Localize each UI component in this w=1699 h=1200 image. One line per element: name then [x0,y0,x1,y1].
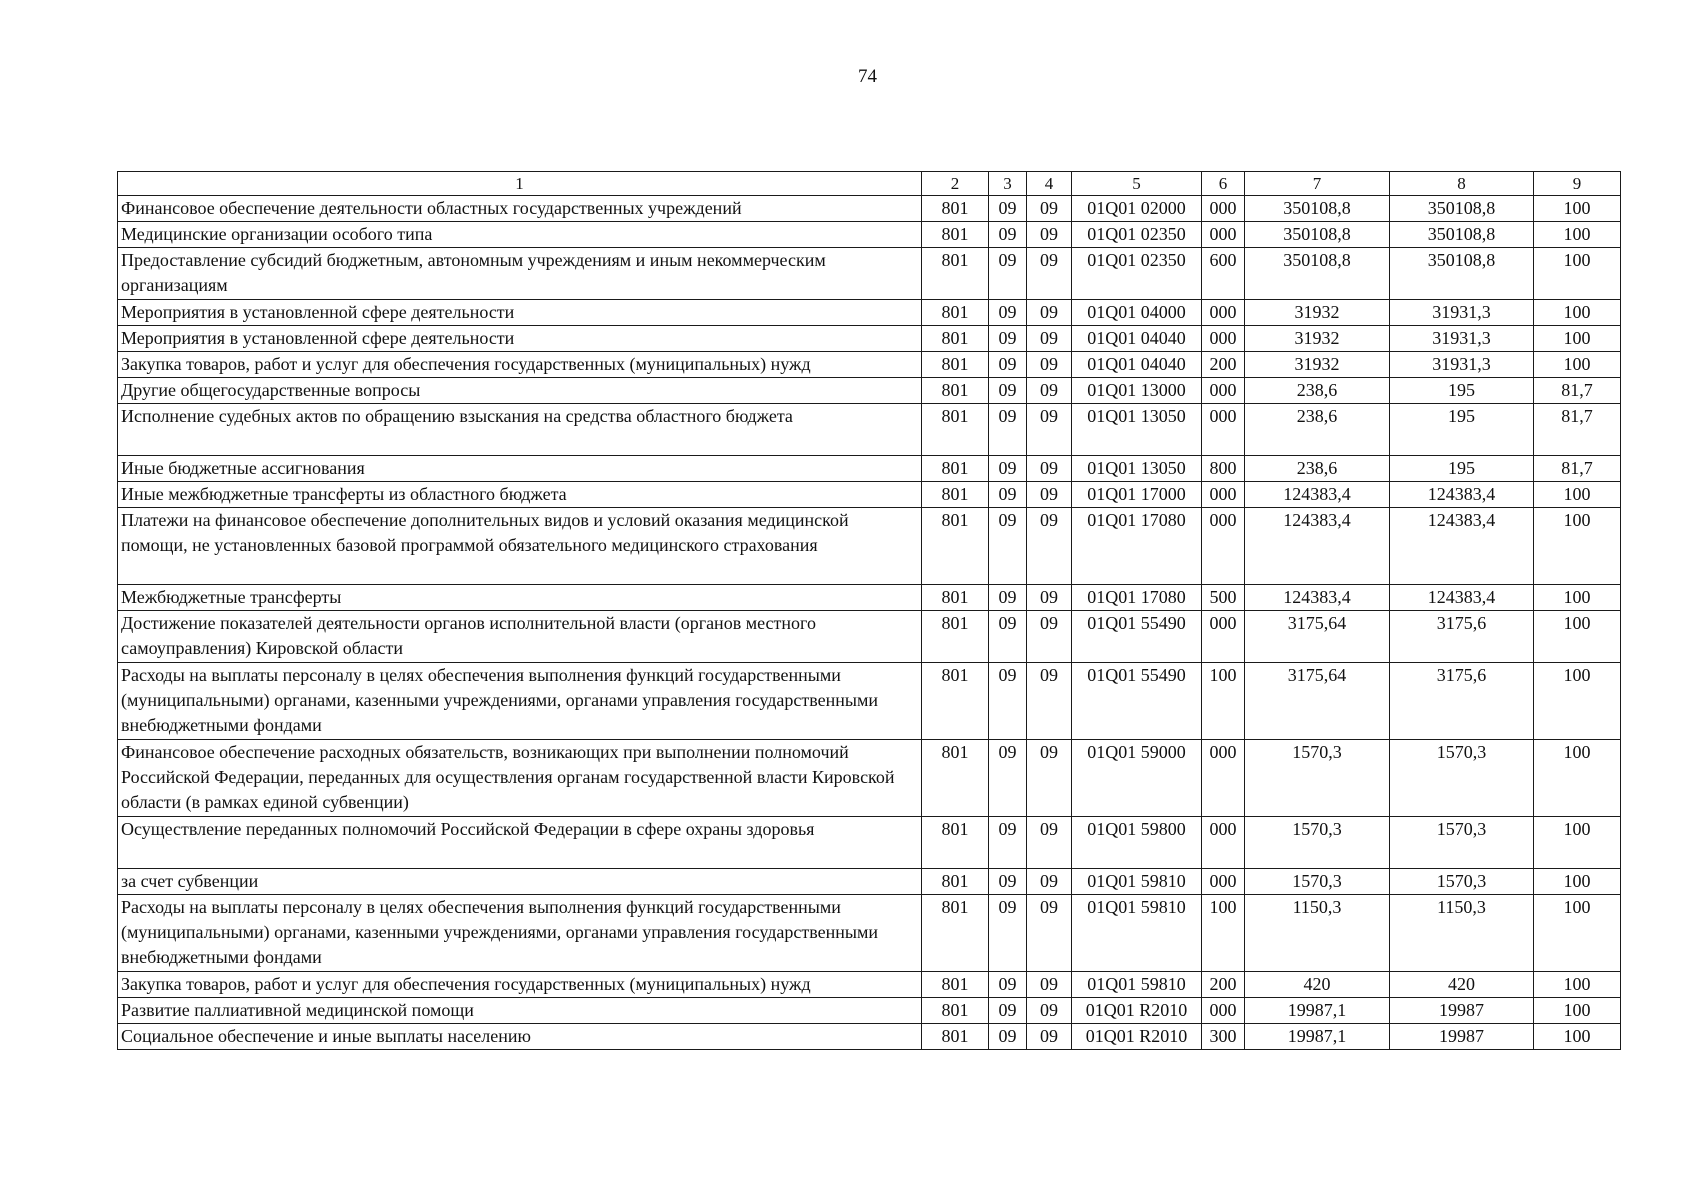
table-row [118,196,1621,222]
cell-col-9: 100 [1534,248,1621,300]
cell-col-4: 09 [1027,869,1072,895]
cell-col-9: 100 [1534,740,1621,817]
cell-col-5: 01Q01 17080 [1072,585,1202,611]
cell-col-5: 01Q01 17000 [1072,482,1202,508]
cell-col-5: 01Q01 55490 [1072,663,1202,740]
table-row [118,611,1621,663]
cell-col-3: 09 [989,817,1027,869]
cell-col-5: 01Q01 59000 [1072,740,1202,817]
cell-col-4: 09 [1027,456,1072,482]
cell-col-7: 238,6 [1245,404,1390,456]
cell-col-9: 100 [1534,817,1621,869]
table-row [118,663,1621,740]
column-header: 7 [1245,172,1390,196]
cell-col-7: 1150,3 [1245,895,1390,972]
row-label: за счет субвенции [118,869,922,895]
cell-col-8: 31931,3 [1390,326,1534,352]
cell-col-2: 801 [922,998,989,1024]
cell-col-8: 124383,4 [1390,508,1534,585]
cell-col-7: 31932 [1245,300,1390,326]
cell-col-3: 09 [989,222,1027,248]
cell-col-8: 31931,3 [1390,352,1534,378]
column-header: 3 [989,172,1027,196]
cell-col-6: 100 [1202,895,1245,972]
column-header: 8 [1390,172,1534,196]
cell-col-2: 801 [922,378,989,404]
cell-col-8: 31931,3 [1390,300,1534,326]
cell-col-6: 600 [1202,248,1245,300]
cell-col-5: 01Q01 13050 [1072,456,1202,482]
budget-table [117,171,1621,1050]
cell-col-8: 350108,8 [1390,222,1534,248]
cell-col-7: 124383,4 [1245,482,1390,508]
row-label: Иные межбюджетные трансферты из областного бюджета [118,482,922,508]
cell-col-6: 000 [1202,378,1245,404]
table-row [118,456,1621,482]
row-label: Социальное обеспечение и иные выплаты населению [118,1024,922,1050]
cell-col-6: 000 [1202,326,1245,352]
cell-col-9: 100 [1534,895,1621,972]
cell-col-2: 801 [922,585,989,611]
cell-col-3: 09 [989,196,1027,222]
cell-col-9: 100 [1534,196,1621,222]
cell-col-5: 01Q01 59810 [1072,869,1202,895]
cell-col-9: 100 [1534,482,1621,508]
column-header: 2 [922,172,989,196]
row-label: Развитие паллиативной медицинской помощи [118,998,922,1024]
table-row [118,998,1621,1024]
cell-col-3: 09 [989,663,1027,740]
cell-col-3: 09 [989,378,1027,404]
cell-col-7: 3175,64 [1245,611,1390,663]
cell-col-5: 01Q01 04040 [1072,352,1202,378]
cell-col-9: 100 [1534,352,1621,378]
cell-col-2: 801 [922,895,989,972]
cell-col-2: 801 [922,326,989,352]
table-row [118,482,1621,508]
table-row [118,1024,1621,1050]
cell-col-5: 01Q01 13050 [1072,404,1202,456]
cell-col-3: 09 [989,326,1027,352]
row-label: Платежи на финансовое обеспечение дополнительных видов и условий оказания медицинской помощи, не установленных базовой программой обязательного медицинского страхования [118,508,922,585]
cell-col-6: 000 [1202,508,1245,585]
cell-col-3: 09 [989,611,1027,663]
table-row [118,817,1621,869]
cell-col-6: 000 [1202,196,1245,222]
cell-col-7: 420 [1245,972,1390,998]
cell-col-4: 09 [1027,611,1072,663]
cell-col-4: 09 [1027,740,1072,817]
cell-col-4: 09 [1027,248,1072,300]
cell-col-4: 09 [1027,352,1072,378]
cell-col-2: 801 [922,869,989,895]
cell-col-7: 124383,4 [1245,508,1390,585]
cell-col-6: 800 [1202,456,1245,482]
cell-col-4: 09 [1027,196,1072,222]
cell-col-5: 01Q01 59810 [1072,895,1202,972]
row-label: Финансовое обеспечение расходных обязательств, возникающих при выполнении полномочий Российской Федерации, переданных для осуществления органам государственной власти Кировской области (в рамках единой субвенции) [118,740,922,817]
cell-col-9: 100 [1534,585,1621,611]
cell-col-2: 801 [922,1024,989,1050]
cell-col-8: 1150,3 [1390,895,1534,972]
row-label: Медицинские организации особого типа [118,222,922,248]
cell-col-8: 19987 [1390,1024,1534,1050]
cell-col-8: 124383,4 [1390,482,1534,508]
cell-col-7: 19987,1 [1245,1024,1390,1050]
cell-col-7: 1570,3 [1245,817,1390,869]
cell-col-5: 01Q01 17080 [1072,508,1202,585]
cell-col-7: 238,6 [1245,378,1390,404]
row-label: Закупка товаров, работ и услуг для обеспечения государственных (муниципальных) нужд [118,352,922,378]
table-row [118,378,1621,404]
cell-col-4: 09 [1027,895,1072,972]
column-header: 9 [1534,172,1621,196]
cell-col-5: 01Q01 R2010 [1072,1024,1202,1050]
cell-col-8: 195 [1390,378,1534,404]
cell-col-7: 1570,3 [1245,740,1390,817]
row-label: Расходы на выплаты персоналу в целях обеспечения выполнения функций государственными (муниципальными) органами, казенными учреждениями, органами управления государственными внебюджетными фондами [118,663,922,740]
cell-col-5: 01Q01 02350 [1072,222,1202,248]
cell-col-6: 000 [1202,869,1245,895]
column-header: 6 [1202,172,1245,196]
row-label: Мероприятия в установленной сфере деятельности [118,300,922,326]
cell-col-9: 100 [1534,663,1621,740]
cell-col-3: 09 [989,740,1027,817]
cell-col-4: 09 [1027,1024,1072,1050]
cell-col-4: 09 [1027,378,1072,404]
cell-col-2: 801 [922,482,989,508]
cell-col-4: 09 [1027,585,1072,611]
table-row [118,740,1621,817]
cell-col-8: 3175,6 [1390,611,1534,663]
cell-col-2: 801 [922,972,989,998]
cell-col-9: 81,7 [1534,378,1621,404]
cell-col-9: 100 [1534,326,1621,352]
row-label: Межбюджетные трансферты [118,585,922,611]
cell-col-2: 801 [922,404,989,456]
cell-col-6: 000 [1202,300,1245,326]
cell-col-4: 09 [1027,998,1072,1024]
cell-col-3: 09 [989,1024,1027,1050]
cell-col-8: 1570,3 [1390,869,1534,895]
table-row [118,585,1621,611]
cell-col-6: 000 [1202,998,1245,1024]
row-label: Исполнение судебных актов по обращению взыскания на средства областного бюджета [118,404,922,456]
cell-col-9: 100 [1534,300,1621,326]
cell-col-7: 3175,64 [1245,663,1390,740]
cell-col-8: 350108,8 [1390,196,1534,222]
cell-col-5: 01Q01 59810 [1072,972,1202,998]
cell-col-5: 01Q01 55490 [1072,611,1202,663]
cell-col-8: 3175,6 [1390,663,1534,740]
cell-col-7: 350108,8 [1245,196,1390,222]
cell-col-9: 100 [1534,222,1621,248]
cell-col-7: 238,6 [1245,456,1390,482]
cell-col-5: 01Q01 R2010 [1072,998,1202,1024]
cell-col-4: 09 [1027,326,1072,352]
cell-col-4: 09 [1027,817,1072,869]
cell-col-2: 801 [922,248,989,300]
table-row [118,869,1621,895]
cell-col-3: 09 [989,482,1027,508]
cell-col-8: 195 [1390,404,1534,456]
cell-col-7: 350108,8 [1245,222,1390,248]
cell-col-3: 09 [989,404,1027,456]
cell-col-5: 01Q01 04040 [1072,326,1202,352]
row-label: Финансовое обеспечение деятельности областных государственных учреждений [118,196,922,222]
table-row [118,248,1621,300]
table-row [118,404,1621,456]
cell-col-8: 420 [1390,972,1534,998]
page-number: 74 [858,66,877,87]
cell-col-8: 1570,3 [1390,740,1534,817]
cell-col-3: 09 [989,456,1027,482]
cell-col-3: 09 [989,352,1027,378]
cell-col-5: 01Q01 02350 [1072,248,1202,300]
cell-col-5: 01Q01 04000 [1072,300,1202,326]
cell-col-8: 124383,4 [1390,585,1534,611]
table-row [118,972,1621,998]
cell-col-9: 100 [1534,611,1621,663]
cell-col-7: 350108,8 [1245,248,1390,300]
cell-col-9: 100 [1534,998,1621,1024]
cell-col-2: 801 [922,663,989,740]
row-label: Расходы на выплаты персоналу в целях обеспечения выполнения функций государственными (муниципальными) органами, казенными учреждениями, органами управления государственными внебюджетными фондами [118,895,922,972]
cell-col-3: 09 [989,895,1027,972]
cell-col-6: 200 [1202,972,1245,998]
cell-col-6: 000 [1202,740,1245,817]
cell-col-9: 81,7 [1534,456,1621,482]
row-label: Осуществление переданных полномочий Российской Федерации в сфере охраны здоровья [118,817,922,869]
cell-col-7: 1570,3 [1245,869,1390,895]
cell-col-3: 09 [989,869,1027,895]
cell-col-4: 09 [1027,663,1072,740]
row-label: Достижение показателей деятельности органов исполнительной власти (органов местного самоуправления) Кировской области [118,611,922,663]
cell-col-6: 000 [1202,222,1245,248]
cell-col-6: 000 [1202,817,1245,869]
cell-col-6: 100 [1202,663,1245,740]
column-header: 5 [1072,172,1202,196]
cell-col-5: 01Q01 02000 [1072,196,1202,222]
row-label: Мероприятия в установленной сфере деятельности [118,326,922,352]
cell-col-7: 31932 [1245,352,1390,378]
cell-col-9: 100 [1534,508,1621,585]
cell-col-2: 801 [922,300,989,326]
cell-col-2: 801 [922,817,989,869]
cell-col-3: 09 [989,248,1027,300]
row-label: Другие общегосударственные вопросы [118,378,922,404]
cell-col-6: 300 [1202,1024,1245,1050]
cell-col-2: 801 [922,352,989,378]
table-row [118,352,1621,378]
cell-col-8: 195 [1390,456,1534,482]
cell-col-4: 09 [1027,482,1072,508]
table-header-row [118,172,1621,196]
cell-col-3: 09 [989,300,1027,326]
cell-col-2: 801 [922,611,989,663]
cell-col-6: 000 [1202,482,1245,508]
cell-col-2: 801 [922,222,989,248]
row-label: Закупка товаров, работ и услуг для обеспечения государственных (муниципальных) нужд [118,972,922,998]
table-row [118,222,1621,248]
cell-col-3: 09 [989,508,1027,585]
cell-col-7: 19987,1 [1245,998,1390,1024]
cell-col-6: 500 [1202,585,1245,611]
column-header: 4 [1027,172,1072,196]
cell-col-2: 801 [922,196,989,222]
cell-col-5: 01Q01 13000 [1072,378,1202,404]
row-label: Иные бюджетные ассигнования [118,456,922,482]
table-body [118,172,1621,1050]
table-row [118,326,1621,352]
cell-col-9: 100 [1534,972,1621,998]
row-label: Предоставление субсидий бюджетным, автономным учреждениям и иным некоммерческим организациям [118,248,922,300]
table-row [118,300,1621,326]
cell-col-2: 801 [922,740,989,817]
cell-col-4: 09 [1027,972,1072,998]
cell-col-3: 09 [989,585,1027,611]
cell-col-7: 31932 [1245,326,1390,352]
cell-col-4: 09 [1027,404,1072,456]
cell-col-8: 19987 [1390,998,1534,1024]
cell-col-8: 1570,3 [1390,817,1534,869]
cell-col-9: 81,7 [1534,404,1621,456]
cell-col-9: 100 [1534,1024,1621,1050]
cell-col-4: 09 [1027,300,1072,326]
table-row [118,895,1621,972]
cell-col-5: 01Q01 59800 [1072,817,1202,869]
cell-col-9: 100 [1534,869,1621,895]
cell-col-4: 09 [1027,508,1072,585]
cell-col-8: 350108,8 [1390,248,1534,300]
table-row [118,508,1621,585]
cell-col-4: 09 [1027,222,1072,248]
cell-col-7: 124383,4 [1245,585,1390,611]
cell-col-6: 000 [1202,611,1245,663]
cell-col-2: 801 [922,508,989,585]
cell-col-6: 200 [1202,352,1245,378]
cell-col-6: 000 [1202,404,1245,456]
cell-col-2: 801 [922,456,989,482]
cell-col-3: 09 [989,998,1027,1024]
column-header: 1 [118,172,922,196]
cell-col-3: 09 [989,972,1027,998]
